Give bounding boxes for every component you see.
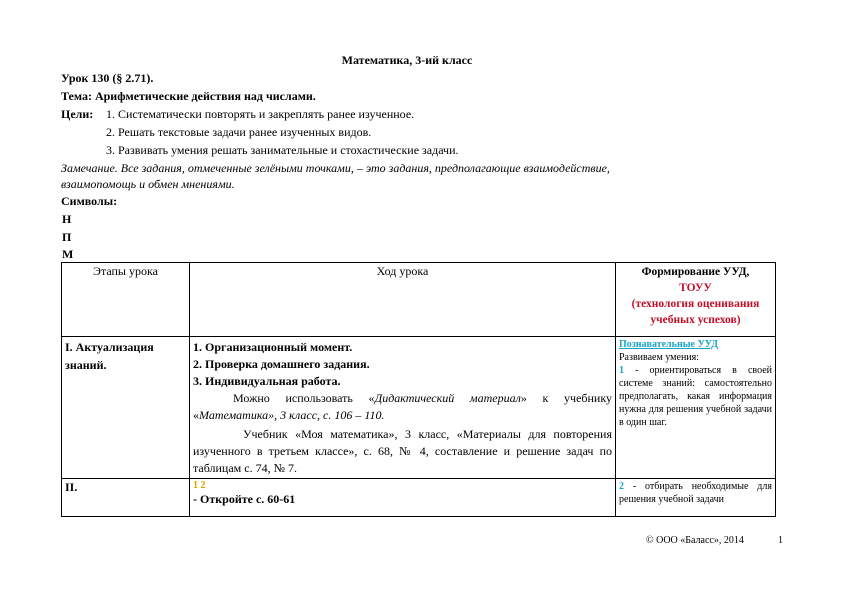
symbol-n: Н bbox=[62, 212, 72, 226]
col-progress-header: Ход урока bbox=[190, 263, 616, 337]
interaction-marks: 1 2 bbox=[193, 480, 206, 491]
note-line-1: Замечание. Все задания, отмеченные зелёными точками, – это задания, предполагающие взаимодействие, bbox=[61, 161, 610, 175]
copyright: © ООО «Баласс», 2014 bbox=[646, 535, 744, 546]
col-stages-header: Этапы урока bbox=[62, 263, 190, 337]
table-row bbox=[62, 479, 776, 517]
page-number: 1 bbox=[778, 535, 783, 546]
goal-3: 3. Развивать умения решать занимательные и стохастические задачи. bbox=[106, 143, 459, 157]
lesson-topic: Тема: Арифметические действия над числами. bbox=[61, 89, 316, 103]
note-line-2: взаимопомощь и обмен мнениями. bbox=[61, 177, 235, 191]
lesson-number: Урок 130 (§ 2.71). bbox=[61, 71, 154, 85]
uud-cell: 2 - отбирать необходимые для решения учебной задачи bbox=[616, 479, 776, 517]
symbol-m: М bbox=[62, 247, 74, 261]
table-row bbox=[62, 337, 776, 479]
col-uud-header: Формирование УУД, ТОУУ (технология оценивания учебных успехов) bbox=[616, 263, 776, 337]
uud-description: 1 - ориентироваться в своей системе знаний: самостоятельно предполагать, какая информация нужна для решения учебной задачи в один шаг. bbox=[619, 365, 772, 428]
symbol-p: П bbox=[62, 230, 72, 244]
document-title: Математика, 3-ий класс bbox=[341, 53, 473, 67]
table-header-row bbox=[62, 263, 776, 337]
symbols-label: Символы: bbox=[61, 194, 118, 208]
goal-2: 2. Решать текстовые задачи ранее изученных видов. bbox=[106, 125, 372, 139]
didactic-material-text: Можно использовать «Дидактический материал» к учебнику «Математика», 3 класс, с. 106 – 110. bbox=[193, 391, 613, 422]
lesson-progress-cell: 1. Организационный момент. 2. Проверка домашнего задания. 3. Индивидуальная работа. Можно использовать «Дидактический материал» к учебнику «Математика», 3 класс, с. 106 – 110. Учебник «Моя математика», 3 класс, «Материалы для повторения изученного в третьем классе», с. 68, № 4, составление и решение задач по таблицам с. 74, № 7. bbox=[190, 337, 616, 479]
lesson-goals-label: Цели: bbox=[61, 107, 94, 121]
lesson-table bbox=[61, 262, 776, 517]
stage-cell: II. bbox=[62, 479, 190, 517]
lesson-progress-cell: 1 2 - Откройте с. 60-61 bbox=[190, 479, 616, 517]
uud-cell: Познавательные УУД Развиваем умения: 1 - ориентироваться в своей системе знаний: самостоятельно предполагать, какая информация нужна для решения учебной задачи в один шаг. bbox=[616, 337, 776, 479]
goal-1: 1. Систематически повторять и закреплять ранее изученное. bbox=[106, 107, 415, 121]
stage-cell: I. Актуализация знаний. bbox=[62, 337, 190, 479]
textbook-text: Учебник «Моя математика», 3 класс, «Материалы для повторения изученного в третьем классе», с. 68, № 4, составление и решение задач по таблицам с. 74, № 7. bbox=[193, 427, 612, 475]
